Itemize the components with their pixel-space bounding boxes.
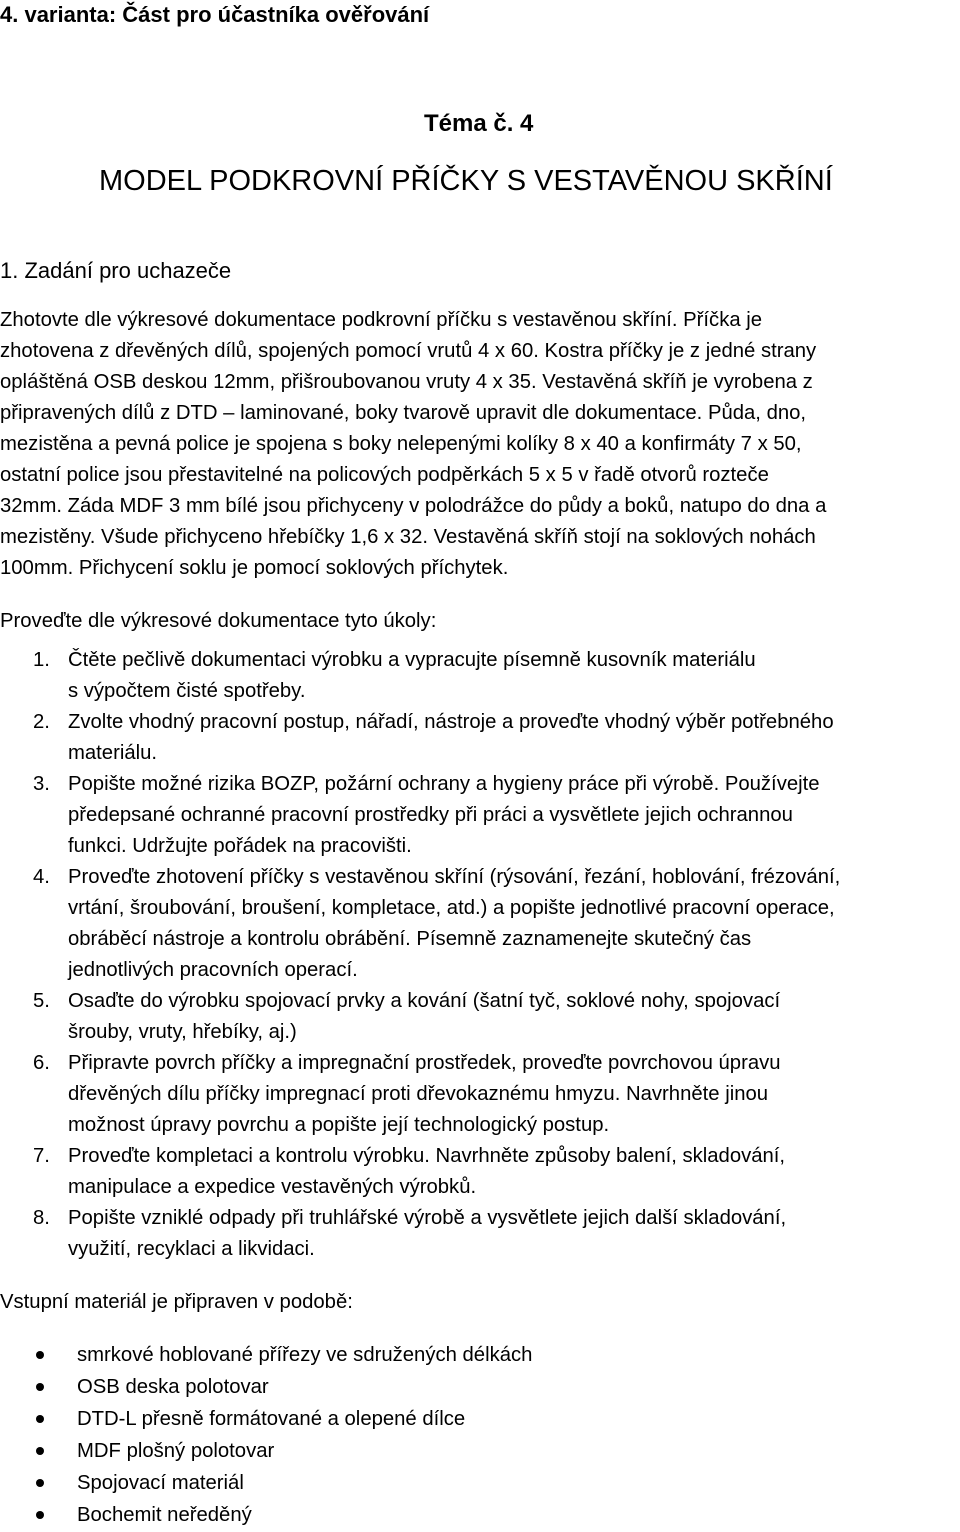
- task-item: [0, 986, 960, 1048]
- paragraph-line: připravených dílů z DTD – laminované, boky tvarově upravit dle dokumentace. Půda, dno,: [0, 402, 807, 424]
- materials-list: [0, 1339, 532, 1531]
- bullet-icon: [36, 1383, 44, 1391]
- material-label: Bochemit neředěný: [77, 1504, 252, 1526]
- task-item: [0, 1141, 960, 1203]
- paragraph-line: mezistěna a pevná police je spojena s boky nelepenými kolíky 8 x 40 a konfirmáty 7 x 50,: [0, 433, 802, 455]
- task-number: 4.: [33, 866, 50, 888]
- task-line: Proveďte kompletaci a kontrolu výrobku. Navrhněte způsoby balení, skladování,: [68, 1145, 786, 1167]
- task-number: 2.: [33, 711, 50, 733]
- paragraph-line: opláštěná OSB deskou 12mm, přišroubovanou vruty 4 x 35. Vestavěná skříň je vyrobena z: [0, 371, 813, 393]
- task-line: předepsané ochranné pracovní prostředky při práci a vysvětlete jejich ochrannou: [68, 804, 793, 826]
- assignment-paragraph: [0, 305, 960, 584]
- material-label: DTD-L přesně formátované a olepené dílce: [77, 1408, 466, 1430]
- material-label: MDF plošný polotovar: [77, 1440, 275, 1462]
- paragraph-line: ostatní police jsou přestavitelné na policových podpěrkách 5 x 5 v řadě otvorů rozteče: [0, 464, 769, 486]
- page-title: MODEL PODKROVNÍ PŘÍČKY S VESTAVĚNOU SKŘÍNÍ: [99, 165, 833, 197]
- task-line: materiálu.: [68, 742, 158, 764]
- task-line: dřevěných dílu příčky impregnací proti dřevokaznému hmyzu. Navrhněte jinou: [68, 1083, 769, 1105]
- task-number: 3.: [33, 773, 50, 795]
- material-item: [0, 1499, 532, 1531]
- variant-heading: 4. varianta: Část pro účastníka ověřování: [0, 2, 430, 27]
- task-line: funkci. Udržujte pořádek na pracovišti.: [68, 835, 412, 857]
- paragraph-line: 32mm. Záda MDF 3 mm bílé jsou přichyceny v polodrážce do půdy a boků, natupo do dna a: [0, 495, 827, 517]
- material-item: [0, 1403, 532, 1435]
- material-item: [0, 1371, 532, 1403]
- task-list: [0, 645, 960, 1265]
- topic-label: Téma č. 4: [424, 110, 534, 137]
- tasks-heading: Proveďte dle výkresové dokumentace tyto úkoly:: [0, 610, 437, 632]
- material-label: smrkové hoblované přířezy ve sdružených délkách: [77, 1344, 533, 1366]
- task-number: 7.: [33, 1145, 50, 1167]
- task-item: [0, 1048, 960, 1141]
- task-item: [0, 862, 960, 986]
- task-line: využití, recyklaci a likvidaci.: [68, 1238, 315, 1260]
- task-item: [0, 1203, 960, 1265]
- task-line: obráběcí nástroje a kontrolu obrábění. Písemně zaznamenejte skutečný čas: [68, 928, 752, 950]
- bullet-icon: [36, 1351, 44, 1359]
- task-line: Čtěte pečlivě dokumentaci výrobku a vypracujte písemně kusovník materiálu: [68, 649, 756, 671]
- assignment-heading: 1. Zadání pro uchazeče: [0, 258, 232, 283]
- bullet-icon: [36, 1511, 44, 1519]
- task-line: šrouby, vruty, hřebíky, aj.): [68, 1021, 297, 1043]
- task-line: jednotlivých pracovních operací.: [68, 959, 358, 981]
- task-line: Popište možné rizika BOZP, požární ochrany a hygieny práce při výrobě. Používejte: [68, 773, 820, 795]
- task-line: Popište vzniklé odpady při truhlářské výrobě a vysvětlete jejich další skladování,: [68, 1207, 787, 1229]
- task-line: možnost úpravy povrchu a popište její technologický postup.: [68, 1114, 610, 1136]
- task-line: Proveďte zhotovení příčky s vestavěnou skříní (rýsování, řezání, hoblování, frézování,: [68, 866, 841, 888]
- material-label: OSB deska polotovar: [77, 1376, 269, 1398]
- task-number: 6.: [33, 1052, 50, 1074]
- material-item: [0, 1435, 532, 1467]
- task-line: vrtání, šroubování, broušení, kompletace, atd.) a popište jednotlivé pracovní operace,: [68, 897, 835, 919]
- paragraph-line: 100mm. Přichycení soklu je pomocí soklových příchytek.: [0, 557, 509, 579]
- task-number: 8.: [33, 1207, 50, 1229]
- paragraph-line: Zhotovte dle výkresové dokumentace podkrovní příčku s vestavěnou skříní. Příčka je: [0, 309, 763, 331]
- paragraph-line: mezistěny. Všude přichyceno hřebíčky 1,6 x 32. Vestavěná skříň stojí na soklových nohách: [0, 526, 816, 548]
- material-item: [0, 1339, 532, 1371]
- materials-heading: Vstupní materiál je připraven v podobě:: [0, 1291, 353, 1313]
- task-line: Osaďte do výrobku spojovací prvky a kování (šatní tyč, soklové nohy, spojovací: [68, 990, 781, 1012]
- task-line: s výpočtem čisté spotřeby.: [68, 680, 306, 702]
- bullet-icon: [36, 1447, 44, 1455]
- material-item: [0, 1467, 532, 1499]
- material-label: Spojovací materiál: [77, 1472, 244, 1494]
- task-line: Zvolte vhodný pracovní postup, nářadí, nástroje a proveďte vhodný výběr potřebného: [68, 711, 834, 733]
- task-item: [0, 707, 960, 769]
- task-line: manipulace a expedice vestavěných výrobků.: [68, 1176, 477, 1198]
- bullet-icon: [36, 1479, 44, 1487]
- task-number: 5.: [33, 990, 50, 1012]
- task-item: [0, 645, 960, 707]
- task-line: Připravte povrch příčky a impregnační prostředek, proveďte povrchovou úpravu: [68, 1052, 781, 1074]
- bullet-icon: [36, 1415, 44, 1423]
- paragraph-line: zhotovena z dřevěných dílů, spojených pomocí vrutů 4 x 60. Kostra příčky je z jedné strany: [0, 340, 817, 362]
- task-number: 1.: [33, 649, 50, 671]
- task-item: [0, 769, 960, 862]
